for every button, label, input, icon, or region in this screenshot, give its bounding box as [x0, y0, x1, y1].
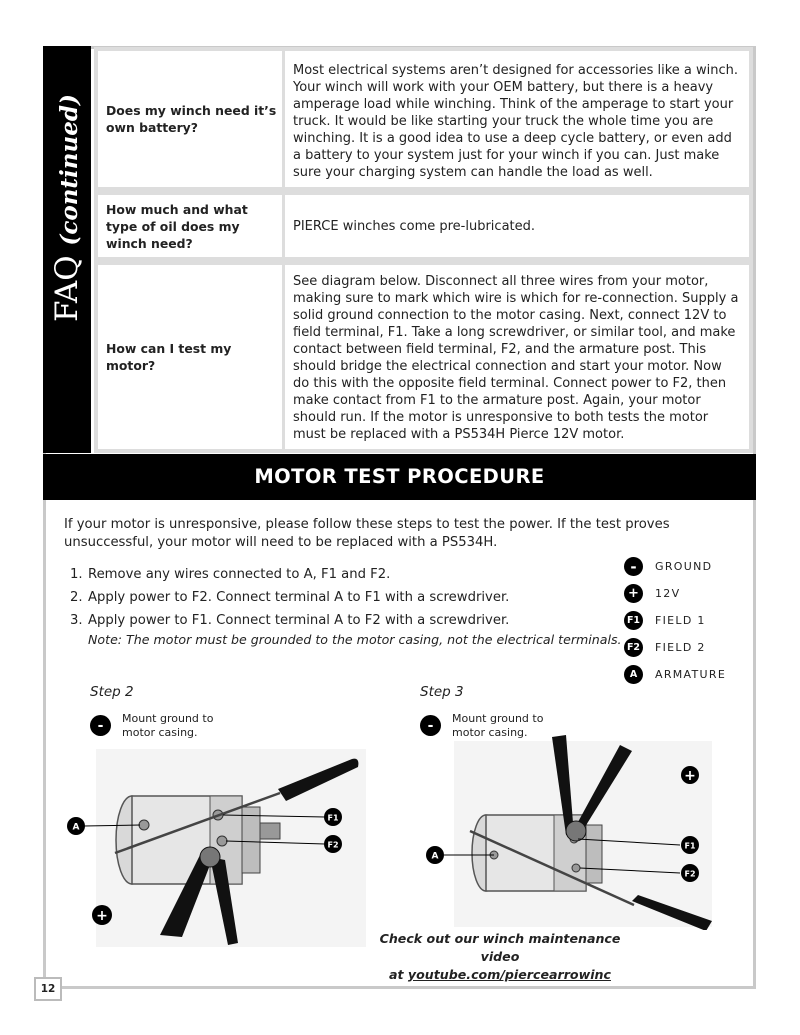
faq-answer: Most electrical systems aren’t designed for accessories like a winch. Your winch will work with your OEM battery, but there is a heavy amperage load while winching. Think of the amperage to start your truck. It would be like starting your truck the whole time you are winching. It is a good idea to use a deep cycle battery, or even add a battery to your system just for your winch if you can. Just make sure your charging system can handle the load as well. — [285, 51, 749, 187]
legend-label: GROUND — [655, 560, 713, 573]
ground-note-text: Mount ground to motor casing. — [452, 712, 544, 739]
procedure-steps — [70, 563, 509, 632]
legend-item-armature — [624, 665, 726, 684]
faq-row-battery — [94, 47, 753, 191]
faq-subtitle-text: (continued) — [56, 94, 83, 246]
step-number: 1. — [70, 567, 83, 582]
faq-row-oil — [94, 191, 753, 261]
step-item — [70, 609, 509, 632]
step-item — [70, 586, 509, 609]
video-callout-text: Check out our winch maintenance video — [379, 931, 621, 964]
legend-label: 12V — [655, 587, 681, 600]
legend-item-ground — [624, 557, 712, 576]
step-item — [70, 563, 509, 586]
step-number: 2. — [70, 590, 83, 605]
f2-marker-label: F2 — [684, 869, 696, 879]
faq-question: Does my winch need it’s own battery? — [98, 51, 282, 187]
video-link-line — [370, 966, 630, 984]
f1-marker-label: F1 — [327, 813, 339, 823]
f2-symbol-icon: F2 — [624, 638, 643, 657]
page-number: 12 — [34, 977, 62, 1001]
faq-answer: See diagram below. Disconnect all three wires from your motor, making sure to mark which wire is which for re-connection. Supply a solid ground connection to the motor casing. Next, connect 12V to field terminal, F1. Take a long screwdriver, or similar tool, and make contact between field terminal, F2, and the armature post. This should bridge the electrical connection and start your motor. Now do this with the opposite field terminal. Connect power to F2, then make contact from F1 to the armature post. Again, your motor should run. If the motor is unresponsive to both tests the motor must be replaced with a PS534H Pierce 12V motor. — [285, 265, 749, 449]
f1-marker-label: F1 — [684, 841, 696, 851]
plus-marker-label: + — [684, 768, 696, 784]
step3-motor-diagram — [424, 735, 714, 930]
plus-symbol-icon: + — [624, 584, 643, 603]
faq-question: How much and what type of oil does my winch need? — [98, 195, 282, 257]
step3-label: Step 3 — [420, 684, 464, 700]
faq-question: How can I test my motor? — [98, 265, 282, 449]
ground-note-text: Mount ground to motor casing. — [122, 712, 214, 739]
video-callout — [370, 930, 630, 984]
armature-marker-label: A — [431, 851, 439, 862]
procedure-intro: If your motor is unresponsive, please follow these steps to test the power. If the test proves unsuccessful, your motor will need to be replaced with a PS534H. — [64, 517, 670, 550]
faq-answer: PIERCE winches come pre-lubricated. — [285, 195, 749, 257]
step2-motor-diagram — [60, 745, 370, 950]
ground-symbol-icon: - — [90, 715, 111, 736]
legend-item-field2 — [624, 638, 706, 657]
plus-marker-label: + — [96, 908, 108, 924]
ground-symbol-icon: - — [420, 715, 441, 736]
section-heading: MOTOR TEST PROCEDURE — [43, 454, 756, 500]
video-link-prefix: at — [389, 967, 408, 982]
a-symbol-icon: A — [624, 665, 643, 684]
legend-label: ARMATURE — [655, 668, 727, 681]
step2-ground-note — [90, 712, 222, 740]
faq-title-text: FAQ — [49, 255, 85, 322]
step-text: Remove any wires connected to A, F1 and F2. — [88, 567, 391, 582]
legend-label: FIELD 1 — [655, 614, 706, 627]
video-link[interactable]: youtube.com/piercearrowinc — [407, 967, 611, 982]
step-text: Apply power to F2. Connect terminal A to F1 with a screwdriver. — [88, 590, 510, 605]
legend-item-12v — [624, 584, 680, 603]
armature-marker-label: A — [72, 822, 80, 833]
faq-sidebar-title — [45, 0, 89, 322]
f1-symbol-icon: F1 — [624, 611, 643, 630]
f2-marker-label: F2 — [327, 840, 339, 850]
legend-item-field1 — [624, 611, 706, 630]
ground-symbol-icon: - — [624, 557, 643, 576]
faq-row-motor — [94, 261, 753, 453]
step2-label: Step 2 — [90, 684, 134, 700]
step-number: 3. — [70, 613, 83, 628]
step-text: Apply power to F1. Connect terminal A to F2 with a screwdriver. — [88, 613, 510, 628]
legend-label: FIELD 2 — [655, 641, 706, 654]
procedure-note: Note: The motor must be grounded to the motor casing, not the electrical terminals. — [88, 632, 622, 647]
